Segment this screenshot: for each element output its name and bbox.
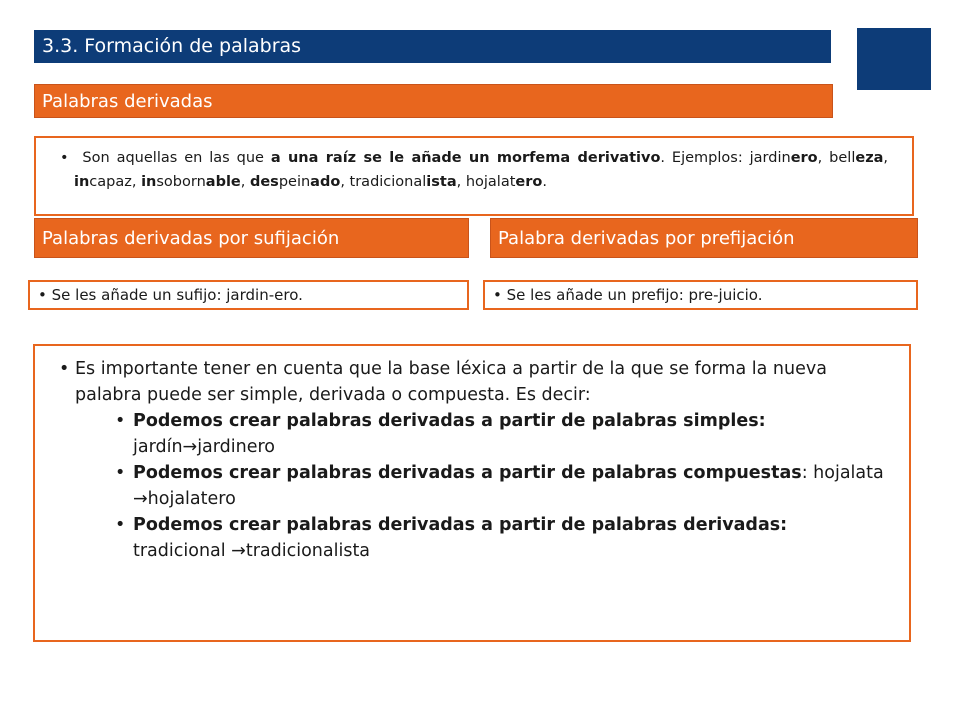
definition-box: [34, 136, 914, 216]
section-heading-sufijacion-text: Palabras derivadas por sufijación: [42, 227, 340, 249]
definition-bold-phrase: a una raíz se le añade un morfema derivativo: [270, 150, 661, 166]
sufijo-text: Se les añade un sufijo: jardin-ero.: [51, 286, 303, 304]
list-item-bold: Podemos crear palabras derivadas a partir de palabras simples:: [133, 411, 766, 431]
bullet-icon: •: [59, 359, 70, 379]
example-word: despeinado: [249, 174, 341, 190]
section-heading-derivadas: [34, 84, 833, 118]
sufijo-box: [28, 280, 469, 310]
section-heading-prefijacion: [490, 218, 918, 258]
bullet-icon: •: [115, 463, 126, 483]
bullet-icon: •: [493, 286, 502, 304]
bullet-icon: •: [115, 411, 126, 431]
page-title: [34, 30, 831, 63]
bullet-icon: •: [115, 515, 126, 535]
corner-decoration: [857, 28, 931, 90]
intro-text: Es importante tener en cuenta que la base léxica a partir de la que se forma la nueva palabra puede ser simple, derivada o compuesta. Es decir:: [75, 359, 827, 405]
prefijo-box: [483, 280, 918, 310]
page-title-text: 3.3. Formación de palabras: [42, 35, 302, 57]
example-word: tradicionalista: [349, 174, 457, 190]
list-item: [59, 512, 889, 564]
prefijo-text: Se les añade un prefijo: pre-juicio.: [506, 286, 763, 304]
list-item-bold: Podemos crear palabras derivadas a partir de palabras derivadas:: [133, 515, 788, 535]
section-heading-sufijacion: [34, 218, 469, 258]
list-item: [59, 460, 889, 512]
list-item-example: jardín→jardinero: [133, 437, 276, 457]
definition-text-after: . Ejemplos:: [660, 150, 750, 166]
example-word: insobornable: [141, 174, 241, 190]
list-item-example: hojalata →hojalatero: [133, 463, 884, 509]
example-word: hojalatero: [465, 174, 543, 190]
bullet-icon: •: [38, 286, 47, 304]
list-item-bold: Podemos crear palabras derivadas a partir de palabras compuestas: [133, 463, 802, 483]
section-heading-derivadas-text: Palabras derivadas: [42, 90, 213, 112]
example-word: belleza: [829, 150, 884, 166]
list-item-separator: :: [801, 463, 814, 483]
example-word: jardinero: [749, 150, 818, 166]
bullet-icon: •: [60, 150, 69, 166]
base-lexica-box: [33, 344, 911, 642]
definition-paragraph: • Son aquellas en las que a una raíz se le añade un morfema derivativo. Ejemplos: jardinero, belleza, incapaz, insobornable, despeinado, tradicionalista, hojalatero.: [60, 150, 889, 190]
intro-paragraph: [59, 356, 889, 408]
example-word: incapaz: [74, 174, 132, 190]
list-item-example: tradicional →tradicionalista: [133, 541, 371, 561]
definition-text-before: Son aquellas en las que: [82, 150, 271, 166]
list-item: [59, 408, 889, 460]
section-heading-prefijacion-text: Palabra derivadas por prefijación: [498, 227, 795, 249]
